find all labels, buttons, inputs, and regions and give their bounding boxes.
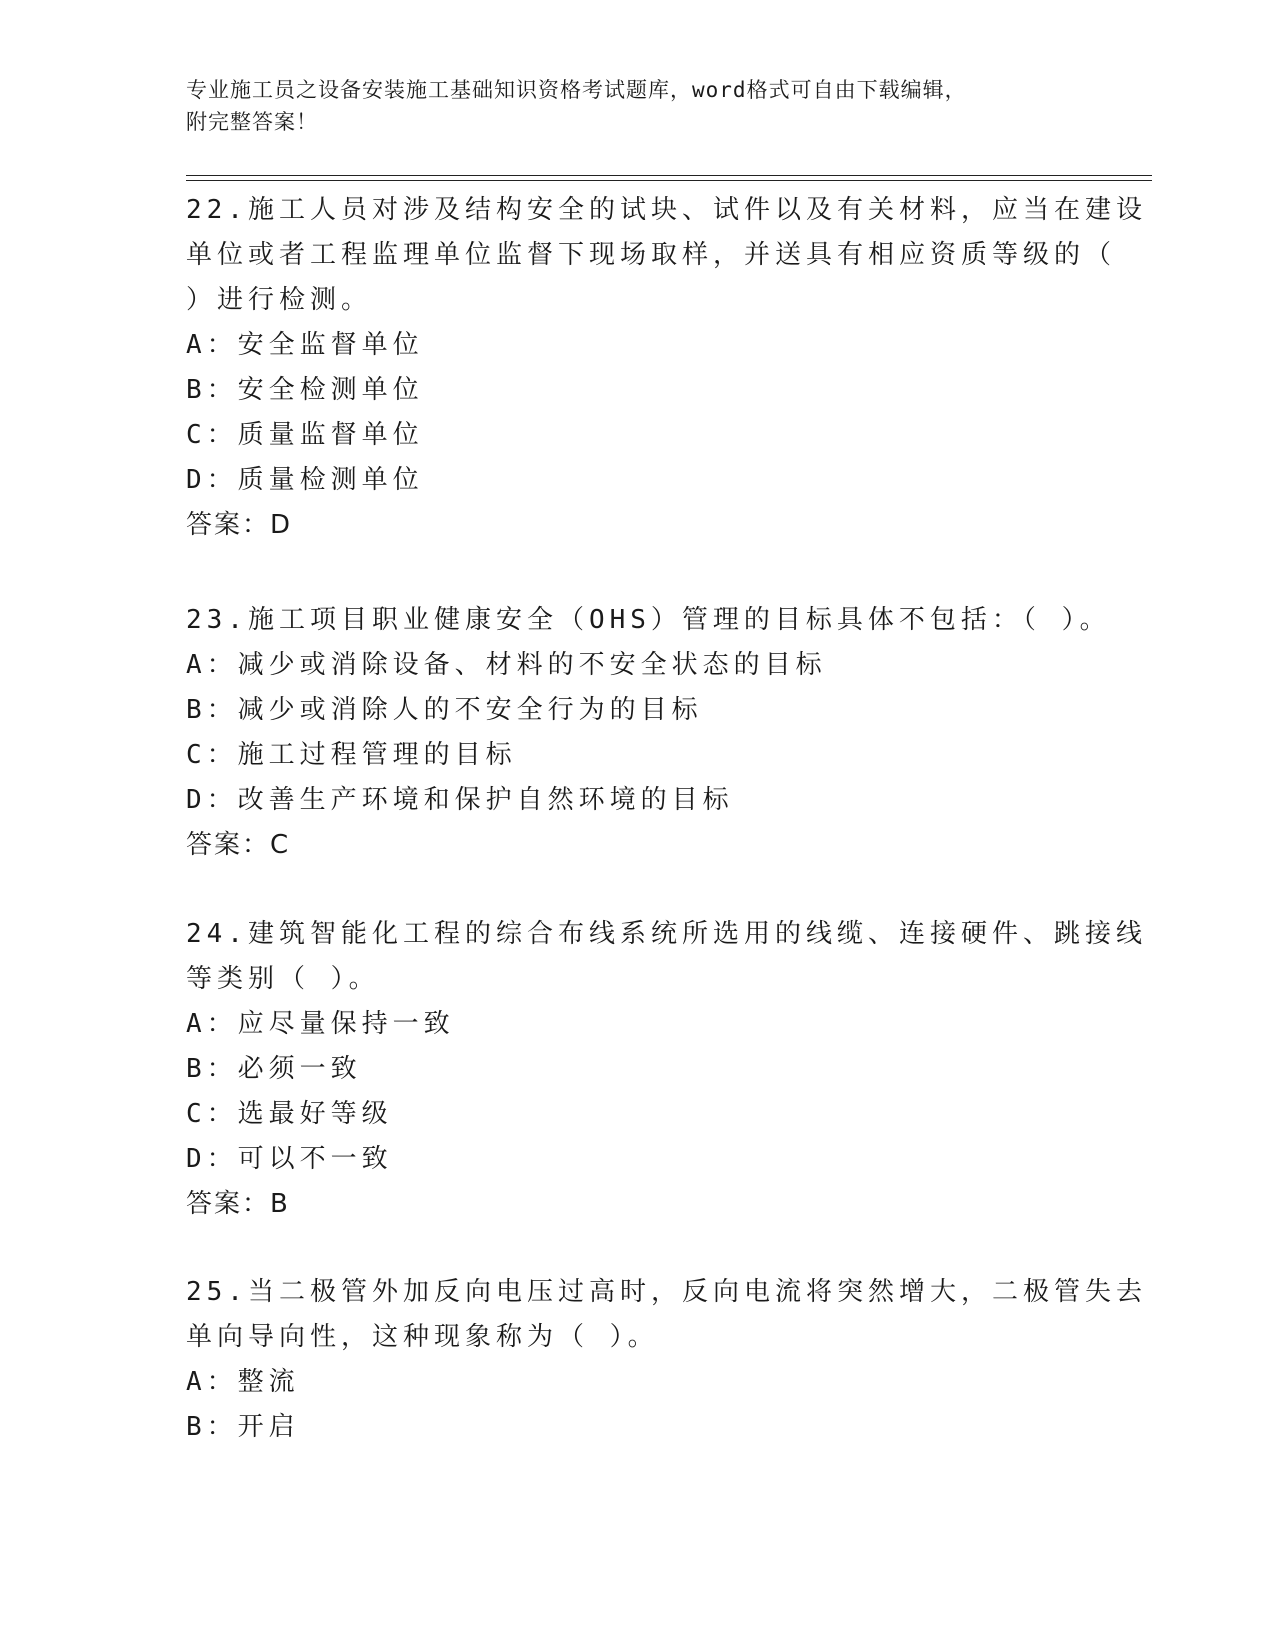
option-b: B：必须一致: [186, 1054, 362, 1084]
question-text: 25.当二极管外加反向电压过高时，反向电流将突然增大，二极管失去: [186, 1277, 1147, 1307]
question-block: [186, 1270, 1147, 1450]
question-text: 等类别（ ）。: [186, 964, 380, 994]
header-divider: [186, 175, 1152, 176]
question-text: 24.建筑智能化工程的综合布线系统所选用的线缆、连接硬件、跳接线: [186, 919, 1147, 949]
option-a: A：应尽量保持一致: [186, 1009, 455, 1039]
option-a: A：整流: [186, 1367, 300, 1397]
option-c: C：质量监督单位: [186, 420, 424, 450]
question-block: [186, 188, 1147, 548]
question-text: 23.施工项目职业健康安全（OHS）管理的目标具体不包括：（ ）。: [186, 605, 1111, 635]
answer-text: 答案：D: [186, 510, 293, 540]
document-header-line: 专业施工员之设备安装施工基础知识资格考试题库，word格式可自由下载编辑，: [186, 78, 967, 102]
answer-text: 答案：C: [186, 830, 291, 860]
option-c: C：选最好等级: [186, 1099, 393, 1129]
question-text: ）进行检测。: [186, 285, 373, 315]
question-text: 单位或者工程监理单位监督下现场取样，并送具有相应资质等级的（: [186, 240, 1117, 270]
option-b: B：减少或消除人的不安全行为的目标: [186, 695, 703, 725]
question-text: 22.施工人员对涉及结构安全的试块、试件以及有关材料，应当在建设: [186, 195, 1147, 225]
answer-text: 答案：B: [186, 1189, 290, 1219]
option-b: B：安全检测单位: [186, 375, 424, 405]
question-block: [186, 598, 1111, 868]
option-a: A：安全监督单位: [186, 330, 424, 360]
question-text: 单向导向性，这种现象称为（ ）。: [186, 1322, 659, 1352]
document-header-line: 附完整答案！: [186, 110, 318, 134]
option-d: D：改善生产环境和保护自然环境的目标: [186, 785, 734, 815]
option-c: C：施工过程管理的目标: [186, 740, 517, 770]
option-d: D：质量检测单位: [186, 465, 424, 495]
option-b: B：开启: [186, 1412, 300, 1442]
question-block: [186, 912, 1147, 1227]
option-d: D：可以不一致: [186, 1144, 393, 1174]
header-divider: [186, 180, 1152, 181]
option-a: A：减少或消除设备、材料的不安全状态的目标: [186, 650, 827, 680]
